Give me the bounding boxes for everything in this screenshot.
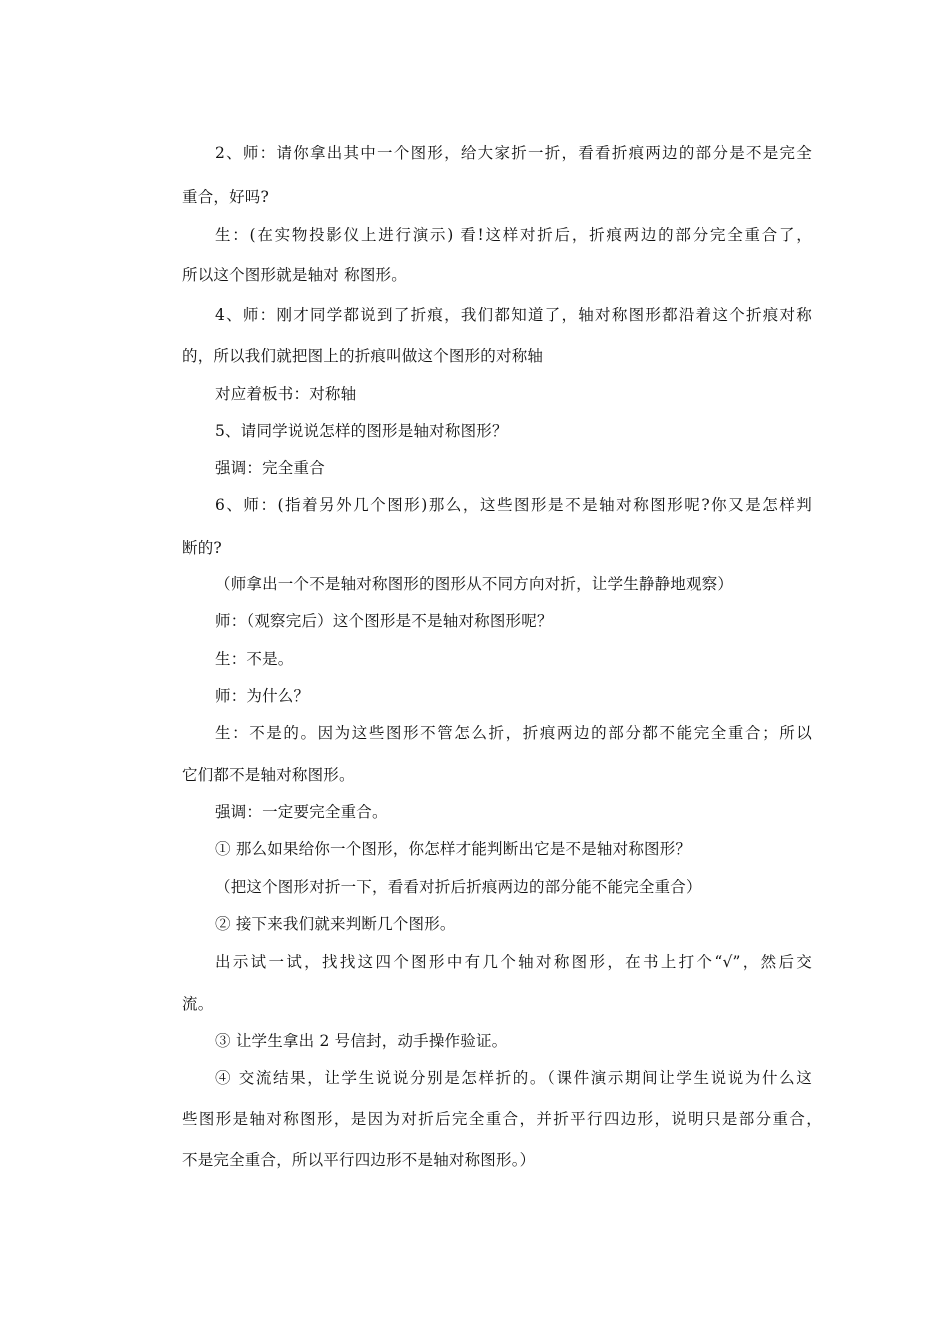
paragraph-line: （把这个图形对折一下，看看对折后折痕两边的部分能不能完全重合） bbox=[215, 878, 702, 896]
paragraph-line: ① 那么如果给你一个图形，你怎样才能判断出它是不是轴对称图形？ bbox=[215, 840, 692, 858]
paragraph-line: 生：不是。 bbox=[215, 650, 294, 668]
paragraph-line: 的，所以我们就把图上的折痕叫做这个图形的对称轴 bbox=[182, 347, 544, 365]
paragraph-line: ③ 让学生拿出 2 号信封，动手操作验证。 bbox=[215, 1032, 508, 1050]
paragraph-line: 师：（观察完后）这个图形是不是轴对称图形呢？ bbox=[215, 612, 553, 630]
paragraph-line: 生：不是的。因为这些图形不管怎么折，折痕两边的部分都不能完全重合；所以 bbox=[215, 724, 812, 742]
paragraph-line: 对应着板书：对称轴 bbox=[215, 385, 357, 403]
paragraph-line: 断的? bbox=[182, 539, 222, 557]
paragraph-line: 4、师：刚才同学都说到了折痕，我们都知道了，轴对称图形都沿着这个折痕对称 bbox=[215, 306, 812, 324]
paragraph-line: 所以这个图形就是轴对 称图形。 bbox=[182, 266, 407, 284]
paragraph-line: ④ 交流结果，让学生说说分别是怎样折的。（课件演示期间让学生说说为什么这 bbox=[215, 1069, 812, 1087]
paragraph-line: 生：(在实物投影仪上进行演示) 看!这样对折后，折痕两边的部分完全重合了， bbox=[215, 226, 812, 244]
paragraph-line: ② 接下来我们就来判断几个图形。 bbox=[215, 915, 456, 933]
paragraph-line: （师拿出一个不是轴对称图形的图形从不同方向对折，让学生静静地观察） bbox=[215, 575, 734, 593]
paragraph-line: 6、师：(指着另外几个图形)那么，这些图形是不是轴对称图形呢?你又是怎样判 bbox=[215, 496, 812, 514]
paragraph-line: 师：为什么？ bbox=[215, 687, 310, 705]
paragraph-line: 些图形是轴对称图形，是因为对折后完全重合，并折平行四边形，说明只是部分重合， bbox=[182, 1110, 822, 1128]
paragraph-line: 强调：完全重合 bbox=[215, 459, 325, 477]
paragraph-line: 它们都不是轴对称图形。 bbox=[182, 766, 355, 784]
paragraph-line: 2、师：请你拿出其中一个图形，给大家折一折，看看折痕两边的部分是不是完全 bbox=[215, 144, 812, 162]
paragraph-line: 重合，好吗? bbox=[182, 188, 270, 206]
paragraph-line: 5、请同学说说怎样的图形是轴对称图形？ bbox=[215, 422, 508, 440]
paragraph-line: 强调：一定要完全重合。 bbox=[215, 803, 388, 821]
paragraph-line: 流。 bbox=[182, 995, 214, 1013]
paragraph-line: 出示试一试，找找这四个图形中有几个轴对称图形，在书上打个“√”，然后交 bbox=[215, 953, 812, 971]
paragraph-line: 不是完全重合，所以平行四边形不是轴对称图形。） bbox=[182, 1151, 536, 1169]
